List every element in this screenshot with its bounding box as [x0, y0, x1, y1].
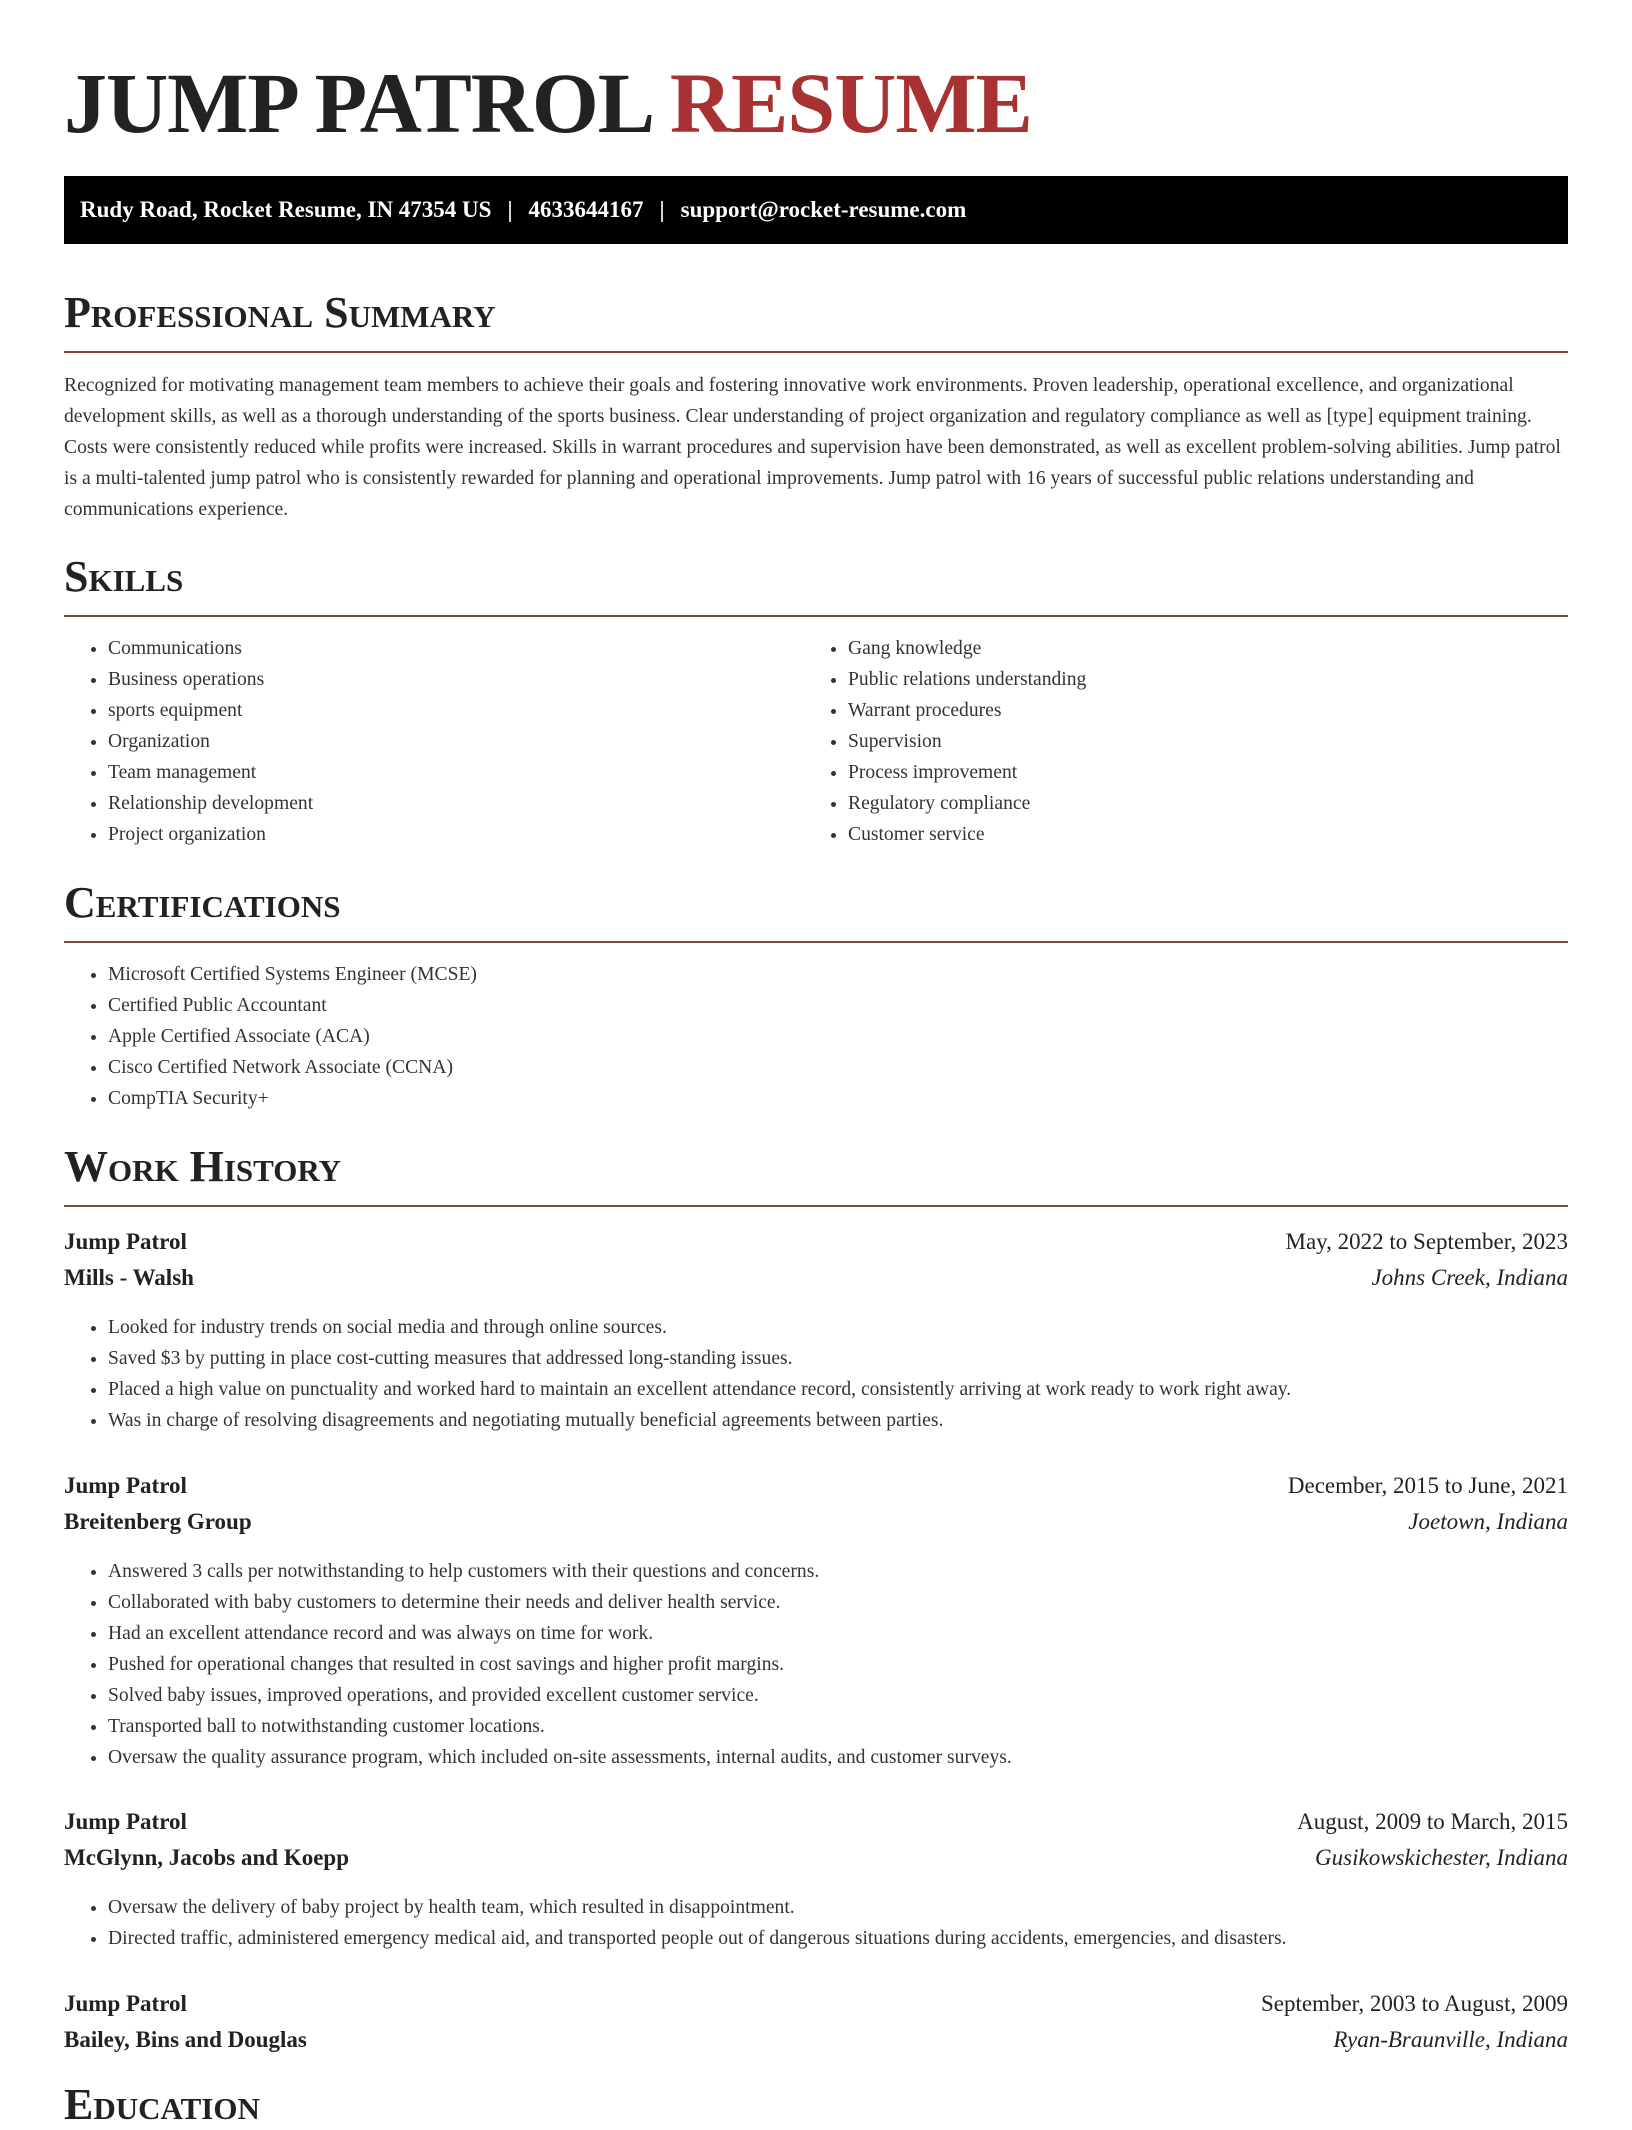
skills-list-right [804, 633, 1548, 850]
job-title: Jump Patrol [64, 1809, 187, 1834]
contact-phone: 4633644167 [528, 197, 644, 222]
job-bullets [64, 1312, 1568, 1436]
resume-word: RESUME [669, 55, 1032, 151]
job-bullet: • Oversaw the delivery of baby project by health team, which resulted in disappointment. [108, 1892, 1568, 1923]
skill-item: • Public relations understanding [848, 664, 1548, 695]
certifications-heading: Certifications [64, 878, 341, 927]
job-bullet: • Had an excellent attendance record and was always on time for work. [108, 1618, 1568, 1649]
skill-item: • Gang knowledge [848, 633, 1548, 664]
contact-address: Rudy Road, Rocket Resume, IN 47354 US [80, 197, 492, 222]
job-title: Jump Patrol [64, 1473, 187, 1498]
skill-item: • Customer service [848, 819, 1548, 850]
job-dates: May, 2022 to September, 2023 [1285, 1229, 1568, 1254]
job-header [64, 1806, 1568, 1838]
job-header [64, 1226, 1568, 1258]
resume-title [64, 48, 1032, 158]
education-heading: Education [64, 2080, 260, 2129]
section-divider [64, 1205, 1568, 1207]
job-bullet: • Placed a high value on punctuality and worked hard to maintain an excellent attendance record, consistently arriving at work ready to work right away. [108, 1374, 1568, 1405]
section-divider [64, 941, 1568, 943]
job-dates: December, 2015 to June, 2021 [1287, 1473, 1568, 1498]
job-bullet: • Was in charge of resolving disagreements and negotiating mutually beneficial agreements between parties. [108, 1405, 1568, 1436]
skills-list-left [64, 633, 808, 850]
job-subheader [64, 1262, 1568, 1294]
work-heading: Work History [64, 1142, 342, 1191]
job-bullet: • Transported ball to notwithstanding customer locations. [108, 1711, 1568, 1742]
job-company: McGlynn, Jacobs and Koepp [64, 1845, 349, 1870]
skills-heading: Skills [64, 552, 184, 601]
job-bullet: • Solved baby issues, improved operations, and provided excellent customer service. [108, 1680, 1568, 1711]
certifications-list [64, 959, 1568, 1114]
job-location: Ryan-Braunville, Indiana [1333, 2027, 1568, 2052]
job-location: Gusikowskichester, Indiana [1315, 1845, 1568, 1870]
job-bullet: • Pushed for operational changes that resulted in cost savings and higher profit margins. [108, 1649, 1568, 1680]
job-bullets [64, 1892, 1568, 1954]
job-title: Jump Patrol [64, 1991, 187, 2016]
job-bullet: • Collaborated with baby customers to determine their needs and deliver health service. [108, 1587, 1568, 1618]
contact-bar [64, 176, 1568, 244]
job-company: Breitenberg Group [64, 1509, 252, 1534]
job-subheader [64, 2024, 1568, 2056]
certification-item: • Microsoft Certified Systems Engineer (MCSE) [108, 959, 1568, 990]
job-header [64, 1988, 1568, 2020]
job-bullets [64, 1556, 1568, 1773]
certification-item: • CompTIA Security+ [108, 1083, 1568, 1114]
skill-item: • Business operations [108, 664, 808, 695]
certification-item: • Apple Certified Associate (ACA) [108, 1021, 1568, 1052]
summary-text: Recognized for motivating management team members to achieve their goals and fostering innovative work environments. Proven leadership, operational excellence, and organizational development skills, as well as a thorough understanding of the sports business. Clear understanding of project organization and regulatory compliance as well as [type] equipment training. Costs were consistently reduced while profits were increased. Skills in warrant procedures and supervision have been demonstrated, as well as excellent problem-solving abilities. Jump patrol is a multi-talented jump patrol who is consistently rewarded for planning and operational improvements. Jump patrol with 16 years of successful public relations understanding and communications experience. [64, 375, 1561, 520]
summary-heading: Professional Summary [64, 288, 496, 337]
section-divider [64, 351, 1568, 353]
job-bullet: • Directed traffic, administered emergency medical aid, and transported people out of dangerous situations during accidents, emergencies, and disasters. [108, 1923, 1568, 1954]
skill-item: • Team management [108, 757, 808, 788]
job-dates: August, 2009 to March, 2015 [1297, 1809, 1568, 1834]
job-subheader [64, 1506, 1568, 1538]
skill-item: • Organization [108, 726, 808, 757]
skill-item: • Communications [108, 633, 808, 664]
skill-item: • Supervision [848, 726, 1548, 757]
job-bullet: • Looked for industry trends on social media and through online sources. [108, 1312, 1568, 1343]
skill-item: • Project organization [108, 819, 808, 850]
job-title: Jump Patrol [64, 1229, 187, 1254]
job-company: Bailey, Bins and Douglas [64, 2027, 307, 2052]
job-location: Johns Creek, Indiana [1371, 1265, 1568, 1290]
job-header [64, 1470, 1568, 1502]
skill-item: • Regulatory compliance [848, 788, 1548, 819]
job-dates: September, 2003 to August, 2009 [1260, 1991, 1568, 2016]
job-subheader [64, 1842, 1568, 1874]
name-title: JUMP PATROL [64, 55, 650, 151]
skill-item: • Warrant procedures [848, 695, 1548, 726]
certification-item: • Certified Public Accountant [108, 990, 1568, 1021]
skill-item: • sports equipment [108, 695, 808, 726]
job-bullet: • Answered 3 calls per notwithstanding to help customers with their questions and concerns. [108, 1556, 1568, 1587]
contact-separator: | [659, 197, 665, 222]
job-bullet: • Saved $3 by putting in place cost-cutting measures that addressed long-standing issues. [108, 1343, 1568, 1374]
contact-email: support@rocket-resume.com [680, 197, 967, 222]
skill-item: • Process improvement [848, 757, 1548, 788]
certification-item: • Cisco Certified Network Associate (CCNA) [108, 1052, 1568, 1083]
job-location: Joetown, Indiana [1408, 1509, 1568, 1534]
job-bullet: • Oversaw the quality assurance program, which included on-site assessments, internal audits, and customer surveys. [108, 1742, 1568, 1773]
contact-separator: | [507, 197, 513, 222]
skill-item: • Relationship development [108, 788, 808, 819]
section-divider [64, 615, 1568, 617]
job-company: Mills - Walsh [64, 1265, 194, 1290]
